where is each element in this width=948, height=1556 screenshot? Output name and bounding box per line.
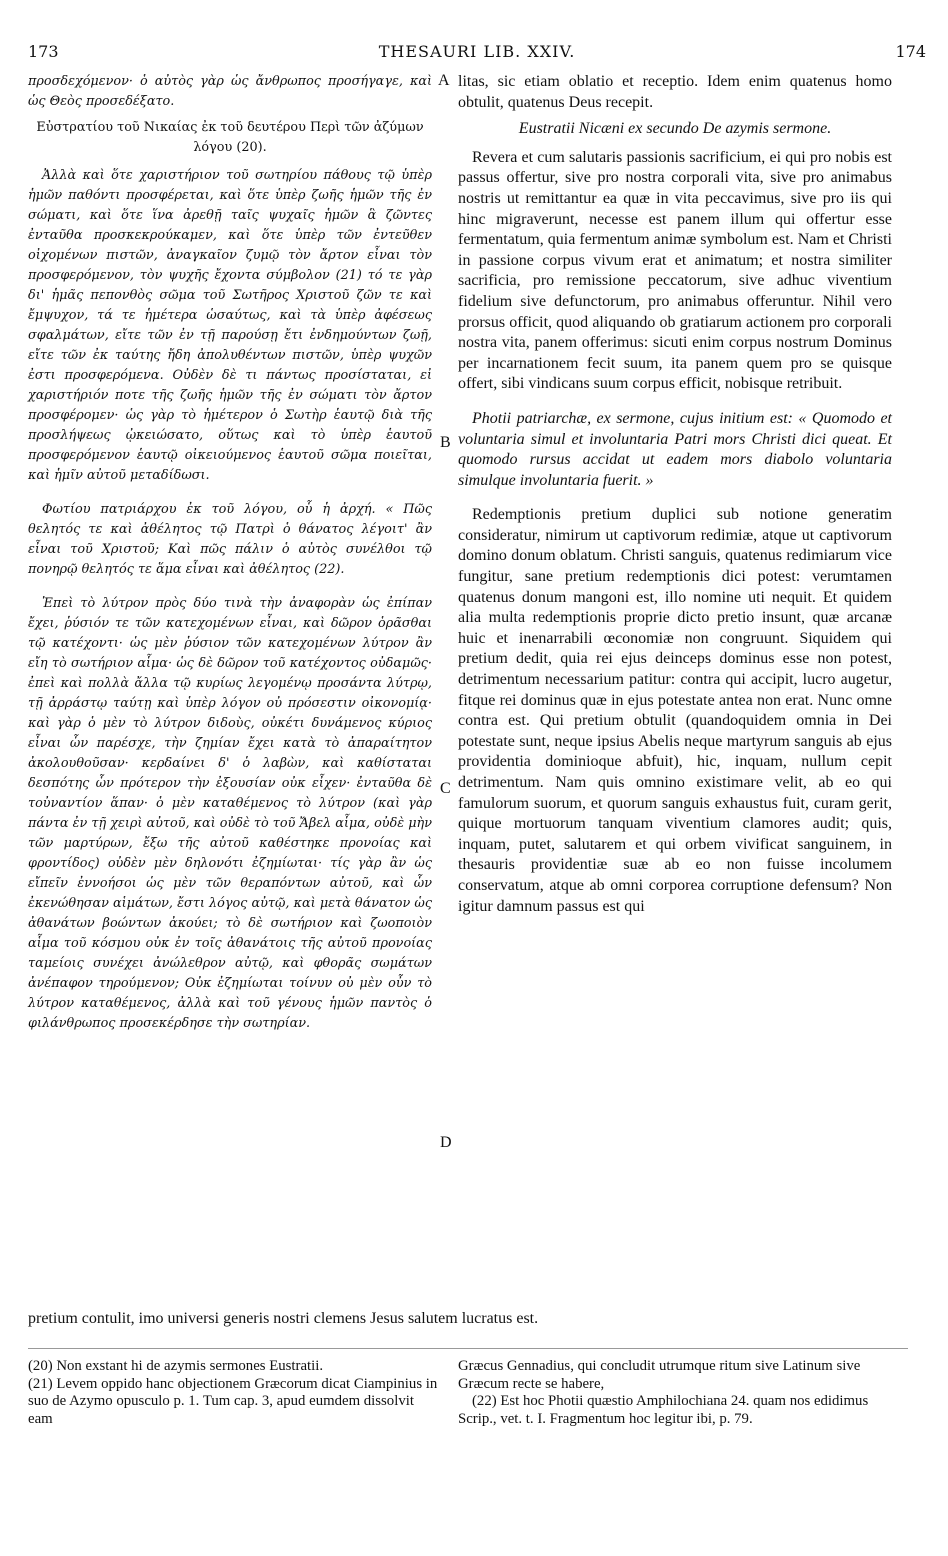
page-number-right: 174 <box>895 42 926 61</box>
running-header <box>28 42 926 62</box>
margin-marker-b: B <box>440 434 451 451</box>
greek-column <box>28 72 432 1034</box>
page-number-left: 173 <box>28 42 59 61</box>
footnotes-right <box>458 1358 898 1428</box>
margin-marker-a: A <box>438 72 450 89</box>
running-title: THESAURI LIB. XXIV. <box>378 42 576 61</box>
greek-paragraph-photius: Ἐπεὶ τὸ λύτρον πρὸς δύο τινὰ τὴν ἀναφορὰν ὡς ἐπίπαν ἔχει, ῥύσιόν τε τῶν κατεχομένων εἶναι, καὶ δῶρον ὁρᾶσθαι τῷ κατέχοντι· ὡς μὲν ῥύσιον τῶν κατεχομένων λύτρον ἂν εἴη τὸ σωτήριον αἷμα· ὡς δὲ δῶρον τοῦ κατέχοντος οὐδαμῶς· ἐπεὶ καὶ πολλὰ ἄλλα τῷ κυρίως λεγομένῳ προσάντα λύτρῳ, τῇ ἀρράστῳ ταύτῃ καὶ ὑπὲρ λόγον οὐ πρόσεστιν οἰκονομίᾳ· καὶ γὰρ ὁ μὲν τὸ λύτρον διδοὺς, οὐκέτι δυνάμενος κύριος εἶναι ὧν παρέσχε, τὴν ζημίαν ἔχει κατὰ τὸ ἀπαραίτητον ἀκολουθοῦσαν· κερδαίνει δ' ὁ λαβὼν, καὶ καθίσταται δεσπότης ὧν πρότερον τὴν ἐξουσίαν οὐκ εἶχεν· ἐνταῦθα δὲ τοὐναντίον ἅπαν· ὁ μὲν καταθέμενος τὸ λύτρον (καὶ γὰρ πάντα ἐν τῇ χειρὶ αὐτοῦ, καὶ οὐδὲ τὸ τοῦ Ἄβελ αἷμα, οὐδὲ μὴν τῶν μαρτύρων, ἔξω τῆς αὐτοῦ καθέστηκε προνοίας καὶ φροντίδος) οὐδὲν μὲν δηλονότι ἐζημίωται· τίς γὰρ ἂν ὡς εἴπεῖν ἐννοήσοι ὡς μὲν τῶν θεραπόντων αὐτοῦ, καὶ ὧν ἐκενώθησαν αἱμάτων, ἔστι λόγος αὐτῷ, καὶ μετὰ θάνατον ὡς ἀθανάτων βοώντων ἀκούει; τὸ δὲ σωτήριον καὶ ζωοποιὸν αἷμα τοῦ κόσμου οὐκ ἐν τοῖς ἀθανάτοις τῆς αὐτοῦ προνοίας ταμείοις συνέχει ἀνώλεθρον αὐτῷ, καὶ φθορᾶς σωμάτων ἀνέπαφον τηρούμενον; Οὐκ ἐζημίωται τοίνυν οὐ μὲν οὖν τὸ λύτρον καταθέμενος, ἀλλὰ καὶ τοῦ γένους ἡμῶν παντὸς ὁ φιλάνθρωπος προσεκέρδησε τὴν σωτηρίαν. <box>28 596 432 1031</box>
greek-heading-photius: Φωτίου πατριάρχου ἐκ τοῦ λόγου, οὗ ἡ ἀρχή. « Πῶς θελητός τε καὶ ἀθέλητος τῷ Πατρὶ ὁ θάνατος λέγοιτ' ἂν εἶναι τοῦ Χριστοῦ; Καὶ πῶς πάλιν ὁ αὐτὸς συνέλθοι τῷ πονηρῷ θελητός τε ἅμα εἶναι καὶ ἀθέλητος (22). <box>28 502 432 577</box>
full-width-closing-line: pretium contulit, imo universi generis nostri clemens Jesus salutem lucratus est. <box>28 1310 539 1327</box>
footnotes-left <box>28 1358 442 1428</box>
margin-marker-d: D <box>440 1134 452 1151</box>
footnote-separator <box>28 1348 908 1349</box>
latin-column <box>458 72 892 917</box>
footnote-21: (21) Levem oppido hanc objectionem Græcorum dicat Ciampinius in suo de Azymo opusculo p. 1. Tum cap. 3, apud eumdem dissolvit eam <box>28 1375 438 1427</box>
latin-paragraph-photius: Redemptionis pretium duplici sub notione generatim consideratur, nimirum ut captivorum redimiæ, atque ut captivorum domino donum oblatum. Christi sanguis, quatenus redimiarum vice fungitur, sane pretium redemptionis dici potest: verumtamen quatenus donum mangoni est, illo nomine uti nequit. Et quidem alia multa redemptionis proprie dicto pretio insunt, quæ arcanæ huic et inenarrabili œconomiæ non congruunt. Siquidem qui pretium dedit, quia rei ejus deinceps dominus esse non potest, detrimentum necessarium patitur: contra qui accipit, lucro augetur, fitque rei dominus quæ in ejus potestate antea non erat. Nunc omne contra est. Qui pretium obtulit (quandoquidem omnia in Dei potestate sunt, neque ipsius Abelis neque martyrum sanguis ab ejus providentia dominioque abfuit), hic, inquam, nullum cepit detrimentum. Nam quis omnino existimare velit, ab eo qui famulorum suorum, et quorum sanguis exhaustus fuit, curam gerit, quique mortuorum tanquam viventium clamores audit; quis, inquam, putet, salutarem et qui orbem vivificat sanguinem, in thesauris providentiæ suæ ab eo non fuisse incolumem conservatum, atque ab omni corporea corruptione defensum? Non igitur damnum passus est qui <box>458 506 892 915</box>
latin-heading-photius: Photii patriarchæ, ex sermone, cujus initium est: « Quomodo et voluntaria simul et involuntaria Patri mors Christi dici queat. Et quomodo rursus accidat ut eadem mors diabolo voluntaria simulque involuntaria fuerit. » <box>458 409 892 489</box>
latin-paragraph-eustratius: Revera et cum salutaris passionis sacrificium, ei qui pro nobis est passus offertur, sive pro nostra corporali vita, sive pro animabus nostris ut remittantur ea quæ in vita peccavimus, sive pro iis qui hinc migraverunt, necesse est panem illum qui offertur esse fermentatum, quia fermentum animæ symbolum est. Nam et Christi in passione corpus vivum erat et animatum; et nostra similiter sacrificia, pro remissione peccatorum, sive adhuc viventium fidelium sive defunctorum, pro animabus offeruntur. Nihil vero prorsus officit, quod aliquando ob gratiarum actionem pro corporali nostra vita, panem offerimus: sicuti enim corpus nostrum Dominus per incarnationem fecit suum, ita panem quem pro se quisque offert, sibi vindicans suum corpus efficit, nobisque retribuit. <box>458 148 892 393</box>
latin-intro: litas, sic etiam oblatio et receptio. Idem enim quatenus homo obtulit, quatenus Deus recepit. <box>458 73 892 111</box>
footnote-20: (20) Non exstant hi de azymis sermones Eustratii. <box>28 1358 324 1374</box>
footnote-21-continued: Græcus Gennadius, qui concludit utrumque ritum sive Latinum sive Græcum recte se habere, <box>458 1358 861 1392</box>
margin-marker-c: C <box>440 780 451 797</box>
greek-paragraph-eustratius: Ἀλλὰ καὶ ὅτε χαριστήριον τοῦ σωτηρίου πάθους τῷ ὑπὲρ ἡμῶν παθόντι προσφέρεται, καὶ ὅτε ὑπὲρ ζωῆς ἡμῶν τῆς ἐν σώματι, καὶ ὅτε ἵνα ἀρεθῇ ταῖς ψυχαῖς ἡμῶν ἃ ζῶντες ἐνταῦθα προσκεκρούκαμεν, καὶ ὅτε ὑπὲρ τῶν ἐντεῦθεν οἰχομένων πιστῶν, ἀναγκαῖον ζυμῷ τὸν ἄρτον εἶναι τὸν προσφερόμενον, τὸν ψυχῆς ἔχοντα σύμβολον (21) τό τε γὰρ δι' ἡμᾶς πεπονθὸς σῶμα τοῦ Σωτῆρος Χριστοῦ ζῶν τε καὶ ἔμψυχον, τά τε ἡμέτερα ὡσαύτως, καὶ τὰ ὑπὲρ ἀφέσεως σφαλμάτων, εἴτε τῶν ἐν τῇ παρούσῃ ἔτι ἐνδημούντων ζωῇ, εἴτε τῶν ἐκ ταύτης ἤδη ἀπολυθέντων πιστῶν, ὑπὲρ ψυχῶν ἐστι προσφερόμενα. Οὐδὲν δὲ τι πάντως προσίσταται, εἰ χαριστήριόν ποτε τῆς ζωῆς ἡμῶν τῆς ἐν σώματι τὸν ἄρτον προσφέρομεν· ὡς γὰρ τὸ ἡμέτερον ὁ Σωτὴρ ἑαυτῷ διὰ τῆς προσλήψεως ᾠκειώσατο, οὕτως καὶ τὸ ὑπὲρ ἑαυτοῦ προσφερόμενον ἑαυτῷ οἰκειούμενος ἑαυτοῦ σῶμα ποιεῖται, καὶ ἡμῖν αὐτοῦ μεταδίδωσι. <box>28 168 432 483</box>
footnote-22: (22) Est hoc Photii quæstio Amphilochiana 24. quam nos edidimus Scrip., vet. t. I. Fragmentum hoc legitur ibi, p. 79. <box>458 1393 869 1427</box>
greek-heading-eustratius: Εὐστρατίου τοῦ Νικαίας ἐκ τοῦ δευτέρου Περὶ τῶν ἀζύμων λόγου (20). <box>36 120 424 155</box>
greek-intro: προσδεχόμενον· ὁ αὐτὸς γὰρ ὡς ἄνθρωπος προσήγαγε, καὶ ὡς Θεὸς προσεδέξατο. <box>28 74 432 109</box>
latin-heading-eustratius: Eustratii Nicæni ex secundo De azymis sermone. <box>518 120 832 138</box>
